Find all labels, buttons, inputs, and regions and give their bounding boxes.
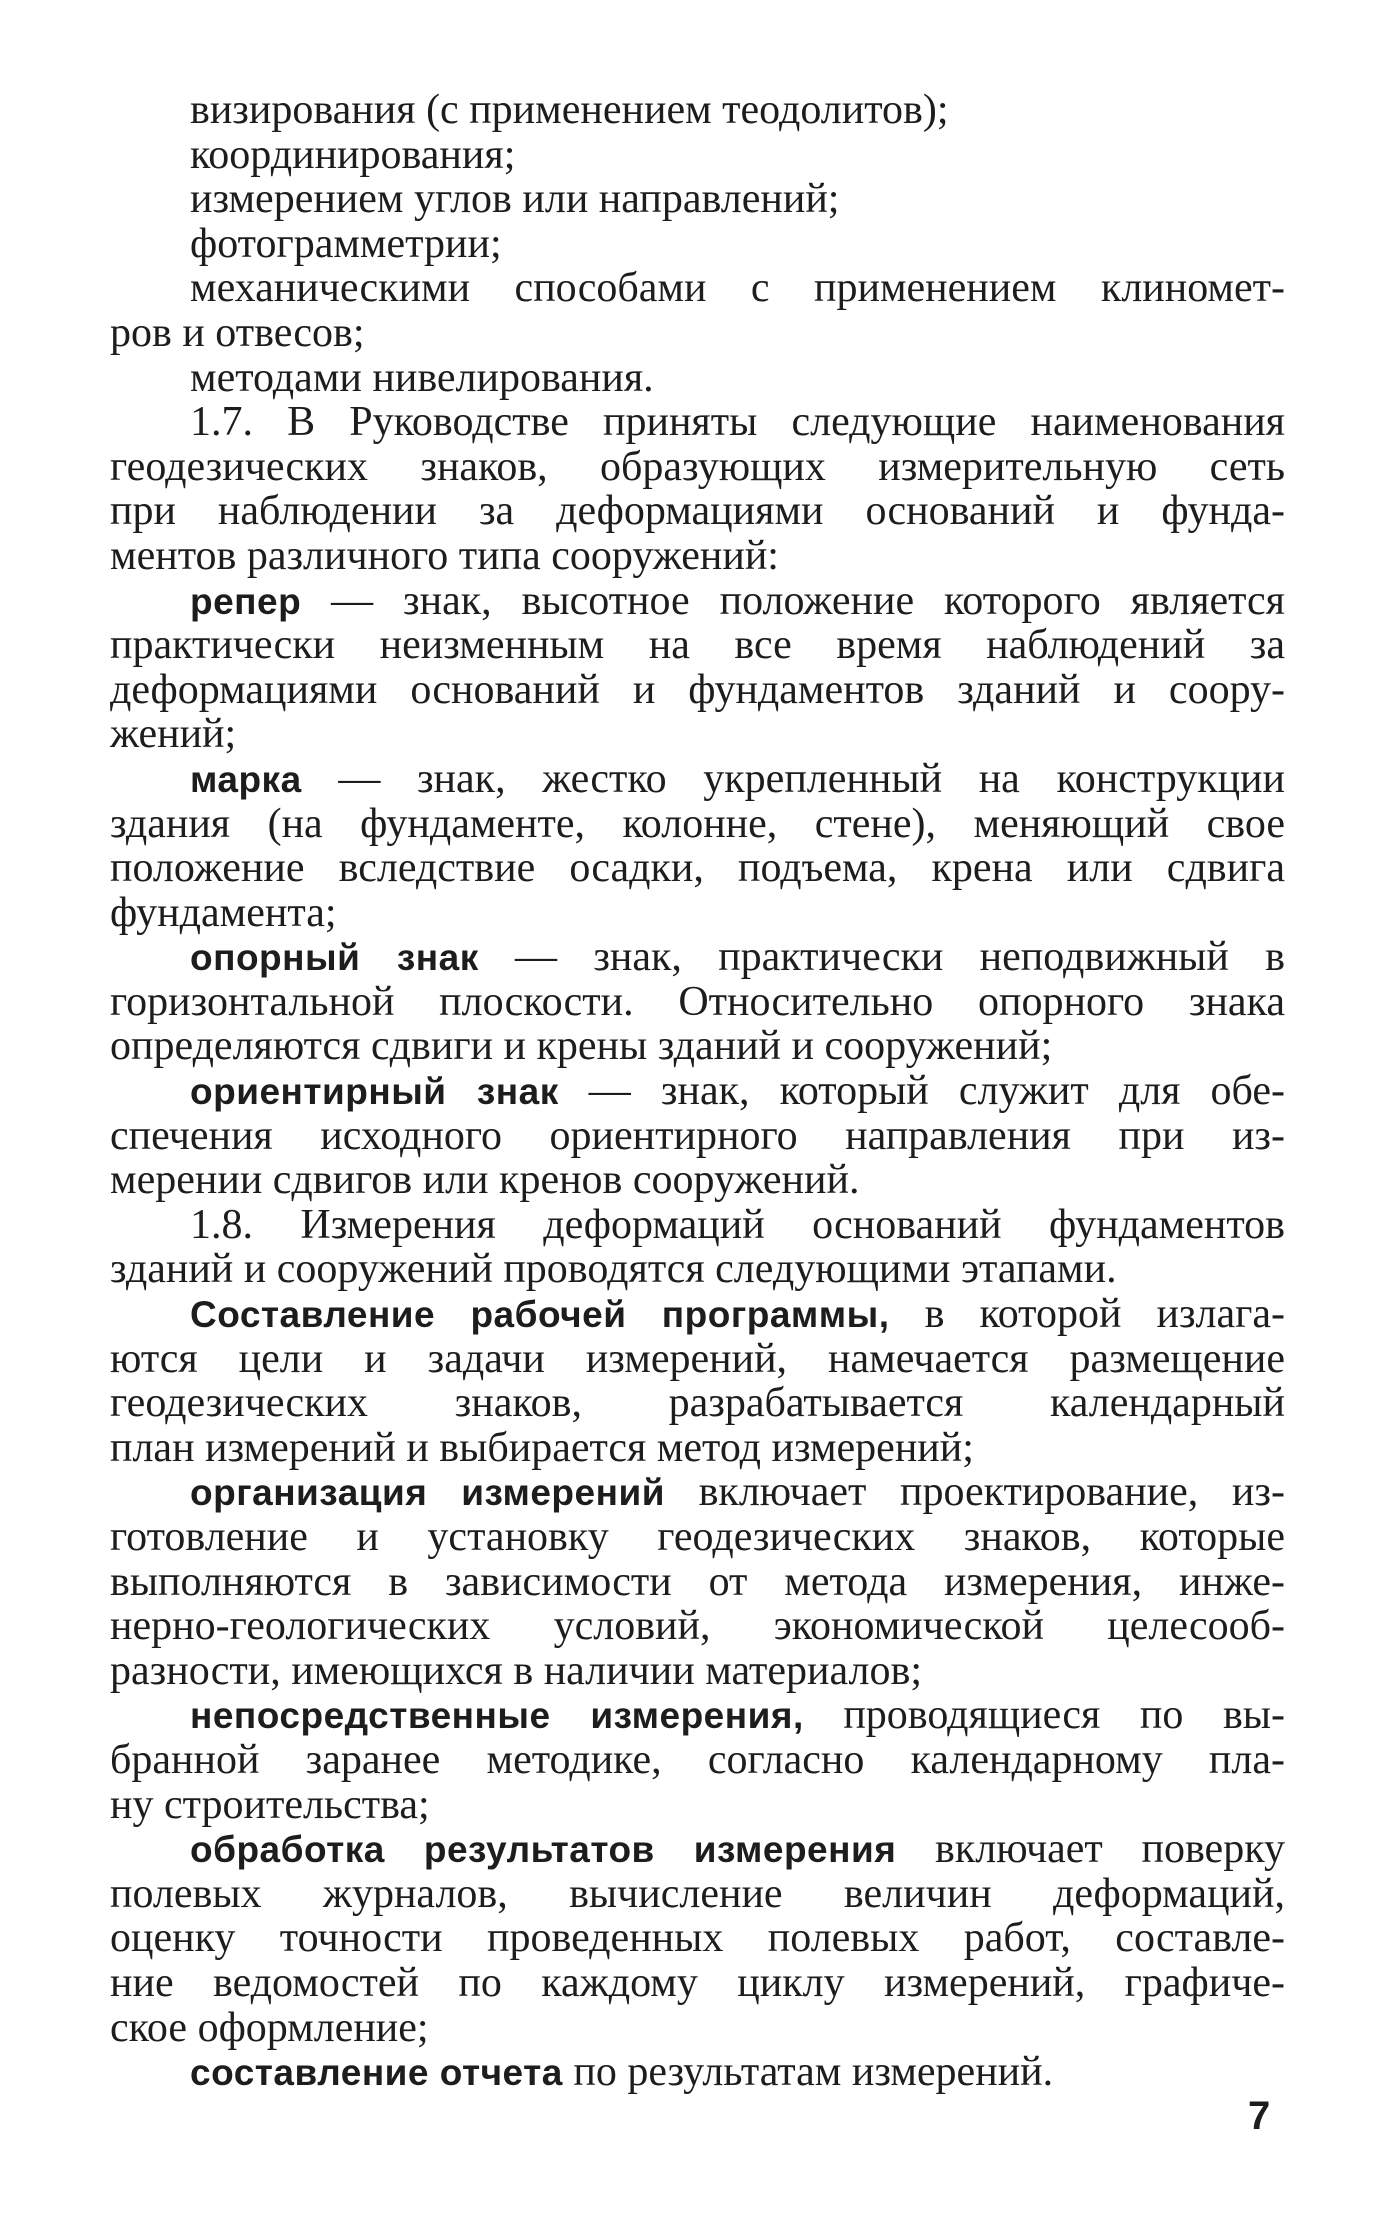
text-line: координирования; xyxy=(190,131,516,178)
text-line: практически неизменным на все время наблюдений за xyxy=(110,622,1285,669)
text-line xyxy=(110,1292,1285,1337)
term-sostavlenie-otcheta: составление отчета xyxy=(190,2052,563,2094)
text-line: при наблюдении за деформациями оснований и фунда- xyxy=(110,488,1285,535)
text-line: геодезических знаков, разрабатывается календарный xyxy=(110,1380,1285,1427)
text-line: ментов различного типа сооружений: xyxy=(110,532,779,579)
text-line: 1.7. В Руководстве приняты следующие наименования xyxy=(190,399,1285,446)
term-orientirnyi-znak: ориентирный знак xyxy=(190,1071,559,1113)
term-sostavlenie-programmy: Составление рабочей программы, xyxy=(190,1294,890,1336)
text-line: разности, имеющихся в наличии материалов; xyxy=(110,1647,922,1694)
text-line: определяются сдвиги и крены зданий и сооружений; xyxy=(110,1023,1053,1070)
text-line: визирования (с применением теодолитов); xyxy=(190,87,949,133)
text-line: выполняются в зависимости от метода измерения, инже- xyxy=(110,1558,1285,1605)
text-line: план измерений и выбирается метод измерений; xyxy=(110,1424,974,1471)
term-definition: в которой излага- xyxy=(889,1291,1285,1338)
text-line: горизонтальной плоскости. Относительно опорного знака xyxy=(110,978,1285,1025)
text-line: жений; xyxy=(110,711,237,758)
text-line xyxy=(110,935,1285,980)
text-line xyxy=(110,2050,1285,2095)
body-text xyxy=(110,88,1285,2095)
term-marka: марка xyxy=(190,758,302,800)
term-obrabotka-rezultatov: обработка результатов измерения xyxy=(190,1829,897,1871)
text-line: спечения исходного ориентирного направления при из- xyxy=(110,1112,1285,1159)
text-line: методами нивелирования. xyxy=(190,354,654,401)
term-definition: — знак, практически неподвижный в xyxy=(478,934,1285,981)
text-line: механическими способами с применением клиномет- xyxy=(190,265,1285,312)
term-definition: включает поверку xyxy=(896,1826,1286,1873)
text-line: здания (на фундаменте, колонне, стене), меняющий свое xyxy=(110,800,1285,847)
text-line: геодезических знаков, образующих измерительную сеть xyxy=(110,443,1285,490)
text-line xyxy=(110,1693,1285,1738)
text-line xyxy=(110,1827,1285,1872)
term-opornyi-znak: опорный знак xyxy=(190,937,479,979)
term-definition: проводящиеся по вы- xyxy=(803,1692,1285,1739)
text-line: измерением углов или направлений; xyxy=(190,176,840,223)
term-definition: — знак, высотное положение которого является xyxy=(301,577,1285,624)
text-line: деформациями оснований и фундаментов зданий и соору- xyxy=(110,666,1285,713)
page-number: 7 xyxy=(1248,2094,1271,2138)
text-line xyxy=(110,1470,1285,1515)
text-line: ются цели и задачи измерений, намечается размещение xyxy=(110,1335,1285,1382)
text-line xyxy=(110,579,1285,624)
term-definition: — знак, который служит для обе- xyxy=(558,1068,1285,1115)
text-line xyxy=(110,1069,1285,1114)
text-line: готовление и установку геодезических знаков, которые xyxy=(110,1514,1285,1560)
term-neposredstvennye-izmereniya: непосредственные измерения, xyxy=(190,1695,804,1737)
text-line: 1.8. Измерения деформаций оснований фундаментов xyxy=(190,1201,1285,1248)
text-line: мерении сдвигов или кренов сооружений. xyxy=(110,1157,860,1204)
term-definition: включает проектирование, из- xyxy=(664,1469,1285,1516)
text-line: ние ведомостей по каждому циклу измерений, графиче- xyxy=(110,1959,1285,2006)
text-line: нерно-геологических условий, экономической целесооб- xyxy=(110,1603,1285,1650)
text-line: полевых журналов, вычисление величин деформаций, xyxy=(110,1870,1285,1917)
text-line: зданий и сооружений проводятся следующими этапами. xyxy=(110,1246,1117,1293)
term-definition: по результатам измерений. xyxy=(562,2049,1054,2096)
text-line: ну строительства; xyxy=(110,1781,430,1828)
text-line: ское оформление; xyxy=(110,2004,429,2051)
term-organizatsiya-izmerenii: организация измерений xyxy=(190,1472,665,1514)
text-line: оценку точности проведенных полевых работ, составле- xyxy=(110,1915,1285,1962)
term-reper: репер xyxy=(190,580,302,622)
text-line: бранной заранее методике, согласно календарному пла- xyxy=(110,1736,1285,1783)
term-definition: — знак, жестко укрепленный на конструкции xyxy=(301,755,1285,802)
text-line: фундамента; xyxy=(110,889,337,936)
text-line xyxy=(110,757,1285,802)
text-line: фотограмметрии; xyxy=(190,220,502,267)
text-line: положение вследствие осадки, подъема, крена или сдвига xyxy=(110,845,1285,892)
text-line: ров и отвесов; xyxy=(110,309,365,356)
